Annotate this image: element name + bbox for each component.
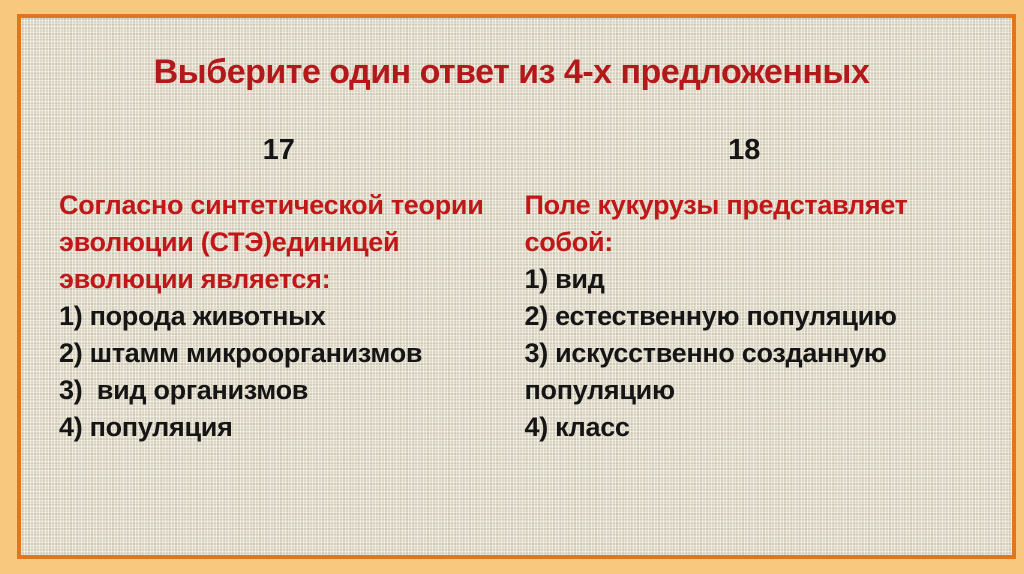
slide-title: Выберите один ответ из 4-х предложенных [153,53,870,91]
answer-option: 3) искусственно созданную популяцию [524,338,894,405]
answer-option: 2) штамм микроорганизмов [59,338,423,368]
question-text-line: Согласно синтетической теории [59,190,484,220]
question-number: 18 [728,134,761,166]
answer-option: 1) вид [524,264,605,294]
answer-option: 2) естественную популяцию [524,301,897,331]
questions-grid [59,134,964,446]
question-number: 17 [262,134,295,166]
question-text-line: собой: [524,227,613,257]
question-column-17 [59,134,499,446]
question-text-line: эволюции (СТЭ)единицей [59,227,400,257]
slide [17,14,1016,559]
question-text-line: Поле кукурузы представляет [524,190,908,220]
question-column-18 [525,134,965,446]
answer-option: 3) вид организмов [59,375,309,405]
answer-option: 4) популяция [59,412,233,442]
answer-option: 1) порода животных [59,301,326,331]
question-text-line: эволюции является: [59,264,331,294]
answer-option: 4) класс [524,412,630,442]
